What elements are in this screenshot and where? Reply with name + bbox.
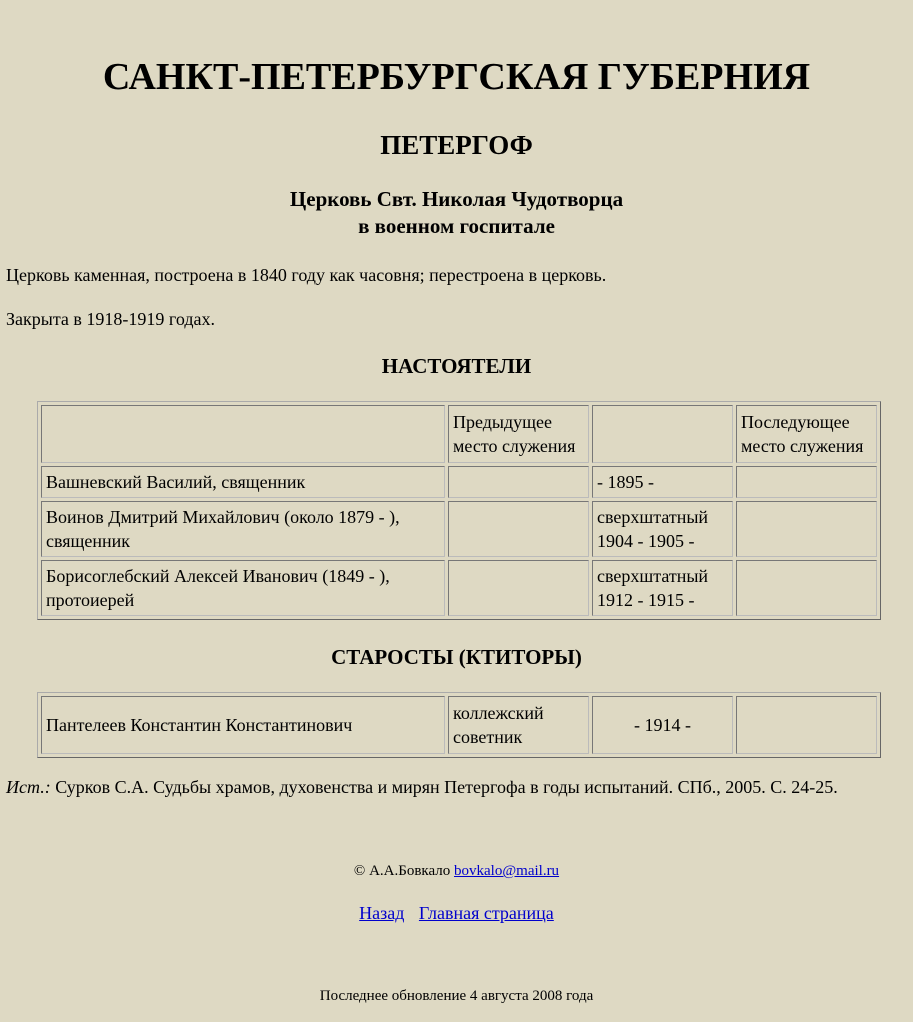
home-link[interactable]: Главная страница: [418, 903, 554, 923]
city-heading: ПЕТЕРГОФ: [380, 130, 533, 160]
table-cell: [448, 466, 589, 498]
source-label: Ист.:: [6, 777, 51, 797]
table-cell: Пантелеев Константин Константинович: [41, 696, 445, 754]
table-cell: коллежский советник: [448, 696, 589, 754]
header-cell: [592, 405, 733, 463]
table-cell: Борисоглебский Алексей Иванович (1849 - ), протоиерей: [41, 560, 445, 616]
church-location: в военном госпитале: [358, 214, 555, 238]
table-cell: [448, 560, 589, 616]
last-updated: Последнее обновление 4 августа 2008 года: [319, 988, 594, 1004]
table-cell: [448, 501, 589, 557]
church-heading: [0, 186, 913, 240]
table-cell: Вашневский Василий, священник: [41, 466, 445, 498]
table-header-row: [41, 405, 877, 463]
header-cell: [41, 405, 445, 463]
table-row: [41, 501, 877, 557]
table-cell: [736, 696, 877, 754]
table-cell: Воинов Дмитрий Михайлович (около 1879 - ), священник: [41, 501, 445, 557]
copyright-line: [0, 861, 913, 881]
table-row: [41, 466, 877, 498]
rectors-table: [37, 401, 881, 620]
table-cell: - 1895 -: [592, 466, 733, 498]
table-row: [41, 560, 877, 616]
table-cell: [736, 501, 877, 557]
table-cell: [736, 466, 877, 498]
copyright-text: © А.А.Бовкало: [353, 863, 455, 879]
table-cell: сверхштатный 1904 - 1905 -: [592, 501, 733, 557]
email-link[interactable]: bovkalo@mail.ru: [454, 863, 560, 879]
table-cell: - 1914 -: [592, 696, 733, 754]
wardens-heading: СТАРОСТЫ (КТИТОРЫ): [331, 645, 582, 669]
description-paragraph: Церковь каменная, построена в 1840 году как часовня; перестроена в церковь.: [6, 265, 607, 285]
church-name: Церковь Свт. Николая Чудотворца: [289, 187, 624, 211]
table-row: [41, 696, 877, 754]
header-cell: Предыдущее место служения: [448, 405, 589, 463]
table-cell: [736, 560, 877, 616]
table-cell: сверхштатный 1912 - 1915 -: [592, 560, 733, 616]
footer-nav: [0, 902, 913, 924]
source-citation: [6, 776, 911, 798]
page-title: САНКТ-ПЕТЕРБУРГСКАЯ ГУБЕРНИЯ: [102, 56, 811, 98]
closure-paragraph: Закрыта в 1918-1919 годах.: [6, 309, 215, 329]
source-text: Сурков С.А. Судьбы храмов, духовенства и мирян Петергофа в годы испытаний. СПб., 2005. С. 24-25.: [50, 777, 838, 797]
wardens-table: [37, 692, 881, 758]
rectors-heading: НАСТОЯТЕЛИ: [381, 354, 532, 378]
header-cell: Последующее место служения: [736, 405, 877, 463]
back-link[interactable]: Назад: [359, 903, 405, 923]
